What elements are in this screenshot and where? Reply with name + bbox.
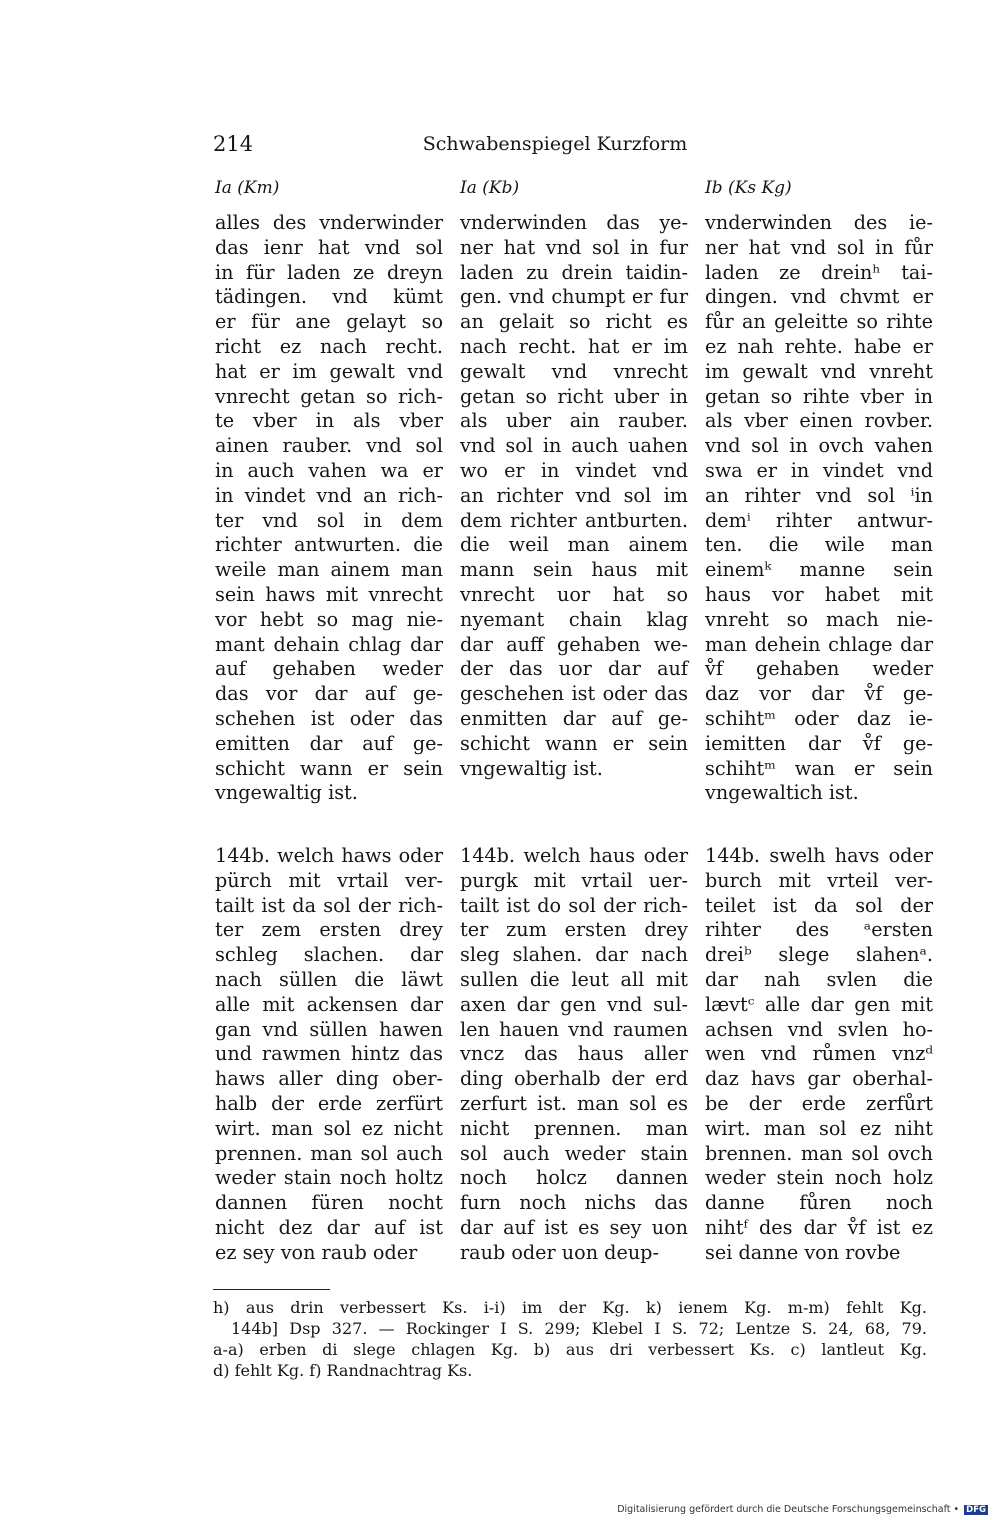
text-line: vncz das haus aller: [460, 1042, 688, 1066]
text-line: ter zum ersten drey: [460, 918, 688, 942]
text-line: in auch vahen wa er: [215, 458, 443, 482]
text-line: zerfurt ist. man sol es: [460, 1091, 688, 1115]
text-line: tailt ist do sol der rich-: [460, 893, 688, 917]
text-line: enmitten dar auf ge-: [460, 706, 688, 730]
column-2-text-upper: [460, 211, 688, 781]
text-line: haus vor habet mit: [705, 582, 933, 606]
text-line: raub oder uon deup-: [460, 1240, 659, 1264]
text-line: burch mit vrteil ver-: [705, 868, 933, 892]
text-line: laden zu drein taidin-: [460, 260, 688, 284]
text-line: lævtᶜ alle dar gen mit: [705, 992, 933, 1016]
text-line: auf gehaben weder: [215, 657, 443, 681]
text-line: vnreht so mach nie-: [705, 607, 933, 631]
text-line: gen. vnd chumpt er fur: [460, 285, 688, 309]
digitization-note: Digitalisierung gefördert durch die Deutsche Forschungsgemeinschaft •: [617, 1504, 960, 1515]
text-line: fůr an geleitte so rihte: [705, 310, 933, 334]
footnote-line: h) aus drin verbessert Ks. i-i) im der Kg. k) ienem Kg. m-m) fehlt Kg.: [213, 1298, 927, 1317]
column-3-text-upper: [705, 211, 933, 806]
column-3-text-lower: [705, 844, 933, 1266]
text-line: wen vnd růmen vnzᵈ: [705, 1042, 933, 1066]
text-line: dreiᵇ slege slahenᵃ.: [705, 943, 933, 967]
text-line: ter zem ersten drey: [215, 918, 443, 942]
text-line: axen dar gen vnd sul-: [460, 992, 688, 1016]
footnote-rule: [213, 1289, 330, 1290]
text-line: vnderwinden das ye-: [460, 211, 688, 234]
text-line: mann sein haus mit: [460, 558, 688, 582]
text-line: schihtᵐ wan er sein: [705, 756, 933, 780]
text-line: ding oberhalb der erd: [460, 1067, 688, 1091]
text-line: tädingen. vnd kümt: [215, 285, 443, 309]
text-line: gan vnd süllen hawen: [215, 1017, 443, 1041]
text-line: dannen füren nocht: [215, 1191, 443, 1215]
text-line: sullen die leut all mit: [460, 967, 688, 991]
text-line: getan so rihte vber in: [705, 384, 933, 408]
text-line: vnrecht getan so rich-: [215, 384, 443, 408]
text-line: gewalt vnd vnrecht: [460, 359, 688, 383]
text-line: wo er in vindet vnd: [460, 458, 688, 482]
text-line: einemᵏ manne sein: [705, 558, 933, 582]
text-line: in vindet vnd an rich-: [215, 483, 443, 507]
text-line: vnderwinden des ie-: [705, 211, 933, 234]
text-line: sol auch weder stain: [460, 1141, 688, 1165]
text-line: wirt. man sol ez nicht: [215, 1116, 443, 1140]
text-line: furn noch nichs das: [460, 1191, 688, 1215]
text-line: ainen rauber. vnd sol: [215, 434, 443, 458]
text-line: mant dehain chlag dar: [215, 632, 443, 656]
footnote-line: a-a) erben di slege chlagen Kg. b) aus dri verbessert Ks. c) lantleut Kg.: [213, 1340, 927, 1359]
text-line: len hauen vnd raumen: [460, 1017, 688, 1041]
text-line: ez nah rehte. habe er: [705, 334, 933, 358]
text-line: 144b. welch haus oder: [460, 844, 688, 867]
text-line: prennen. man sol auch: [215, 1141, 443, 1165]
text-line: richt ez nach recht.: [215, 334, 443, 358]
text-line: laden ze dreinʰ tai-: [705, 260, 933, 284]
text-line: hat er im gewalt vnd: [215, 359, 443, 383]
text-line: haws aller ding ober-: [215, 1067, 443, 1091]
text-line: daz havs gar oberhal-: [705, 1067, 933, 1091]
text-line: das ienr hat vnd sol: [215, 235, 443, 259]
text-line: achsen vnd svlen ho-: [705, 1017, 933, 1041]
text-line: ner hat vnd sol in fur: [460, 235, 688, 259]
text-line: demⁱ rihter antwur-: [705, 508, 933, 532]
text-line: schleg slachen. dar: [215, 943, 443, 967]
text-line: 144b. welch haws oder: [215, 844, 443, 867]
text-line: weile man ainem man: [215, 558, 443, 582]
text-line: dar auff gehaben we-: [460, 632, 688, 656]
text-line: im gewalt vnd vnreht: [705, 359, 933, 383]
text-line: ter vnd sol in dem: [215, 508, 443, 532]
text-line: in für laden ze dreyn: [215, 260, 443, 284]
footnotes: [213, 1297, 927, 1381]
text-line: nach süllen die läwt: [215, 967, 443, 991]
text-line: rihter des ᵃersten: [705, 918, 933, 942]
text-line: danne fůren noch: [705, 1191, 933, 1215]
page-number: 214: [213, 132, 254, 156]
text-line: der das uor dar auf: [460, 657, 688, 681]
text-line: be der erde zerfůrt: [705, 1091, 933, 1115]
running-head: Schwabenspiegel Kurzform: [422, 133, 688, 155]
text-line: vngewaltig ist.: [215, 781, 358, 805]
text-line: schicht wann er sein: [215, 756, 443, 780]
text-line: schicht wann er sein: [460, 731, 688, 755]
text-line: daz vor dar v̊f ge-: [705, 682, 933, 706]
text-line: nicht prennen. man: [460, 1116, 688, 1140]
text-line: weder stein noch holz: [705, 1166, 933, 1190]
text-line: noch holcz dannen: [460, 1166, 688, 1190]
column-heading-1: Ia (Km): [215, 178, 280, 198]
text-line: alle mit ackensen dar: [215, 992, 443, 1016]
text-line: pürch mit vrtail ver-: [215, 868, 443, 892]
text-line: halb der erde zerfürt: [215, 1091, 443, 1115]
text-line: dar auf ist es sey uon: [460, 1215, 688, 1239]
column-heading-2: Ia (Kb): [460, 178, 520, 198]
text-line: te vber in als vber: [215, 409, 443, 433]
text-line: an rihter vnd sol ⁱin: [705, 483, 933, 507]
text-line: swa er in vindet vnd: [705, 458, 933, 482]
text-line: wirt. man sol ez niht: [705, 1116, 933, 1140]
text-line: als vber einen rovber.: [705, 409, 933, 433]
text-line: richter antwurten. die: [215, 533, 443, 557]
text-line: dem richter antburten.: [460, 508, 688, 532]
text-line: vnd sol in ovch vahen: [705, 434, 933, 458]
text-line: sein haws mit vnrecht: [215, 582, 443, 606]
text-line: teilet ist da sol der: [705, 893, 933, 917]
text-line: purgk mit vrtail uer-: [460, 868, 688, 892]
text-line: weder stain noch holtz: [215, 1166, 443, 1190]
text-line: v̊f gehaben weder: [705, 657, 933, 681]
text-line: nach recht. hat er im: [460, 334, 688, 358]
text-line: sleg slahen. dar nach: [460, 943, 688, 967]
text-line: dingen. vnd chvmt er: [705, 285, 933, 309]
text-line: alles des vnderwinder: [215, 211, 443, 234]
footnote-line: 144b] Dsp 327. — Rockinger I S. 299; Klebel I S. 72; Lentze S. 24, 68, 79.: [231, 1319, 927, 1338]
text-line: nihtᶠ des dar v̊f ist ez: [705, 1215, 933, 1239]
footnote-line: d) fehlt Kg. f) Randnachtrag Ks.: [213, 1361, 473, 1380]
text-line: emitten dar auf ge-: [215, 731, 443, 755]
text-line: schehen ist oder das: [215, 706, 443, 730]
text-line: iemitten dar v̊f ge-: [705, 731, 933, 755]
text-line: getan so richt uber in: [460, 384, 688, 408]
text-line: als uber ain rauber.: [460, 409, 688, 433]
text-line: ten. die wile man: [705, 533, 933, 557]
text-line: ner hat vnd sol in fůr: [705, 235, 933, 259]
text-line: brennen. man sol ovch: [705, 1141, 933, 1165]
text-line: vor hebt so mag nie-: [215, 607, 443, 631]
text-line: nicht dez dar auf ist: [215, 1215, 443, 1239]
text-line: an richter vnd sol im: [460, 483, 688, 507]
text-line: das vor dar auf ge-: [215, 682, 443, 706]
text-line: an gelait so richt es: [460, 310, 688, 334]
text-line: ez sey von raub oder: [215, 1240, 418, 1264]
text-line: vngewaltig ist.: [460, 756, 603, 780]
text-line: schihtᵐ oder daz ie-: [705, 706, 933, 730]
column-2-text-lower: [460, 844, 688, 1266]
text-line: die weil man ainem: [460, 533, 688, 557]
text-line: vnd sol in auch uahen: [460, 434, 688, 458]
text-line: man dehein chlage dar: [705, 632, 933, 656]
text-line: geschehen ist oder das: [460, 682, 688, 706]
dfg-logo-icon: DFG: [966, 1505, 986, 1515]
text-line: er für ane gelayt so: [215, 310, 443, 334]
text-line: 144b. swelh havs oder: [705, 844, 933, 867]
text-line: sei danne von rovbe: [705, 1240, 901, 1264]
column-heading-3: Ib (Ks Kg): [705, 178, 792, 198]
text-line: dar nah svlen die: [705, 967, 933, 991]
text-line: vngewaltich ist.: [705, 781, 859, 805]
column-1-text-lower: [215, 844, 443, 1266]
column-1-text-upper: [215, 211, 443, 806]
text-line: vnrecht uor hat so: [460, 582, 688, 606]
text-line: nyemant chain klag: [460, 607, 688, 631]
text-line: tailt ist da sol der rich-: [215, 893, 443, 917]
digitization-credit: [617, 1504, 988, 1515]
text-line: und rawmen hintz das: [215, 1042, 443, 1066]
